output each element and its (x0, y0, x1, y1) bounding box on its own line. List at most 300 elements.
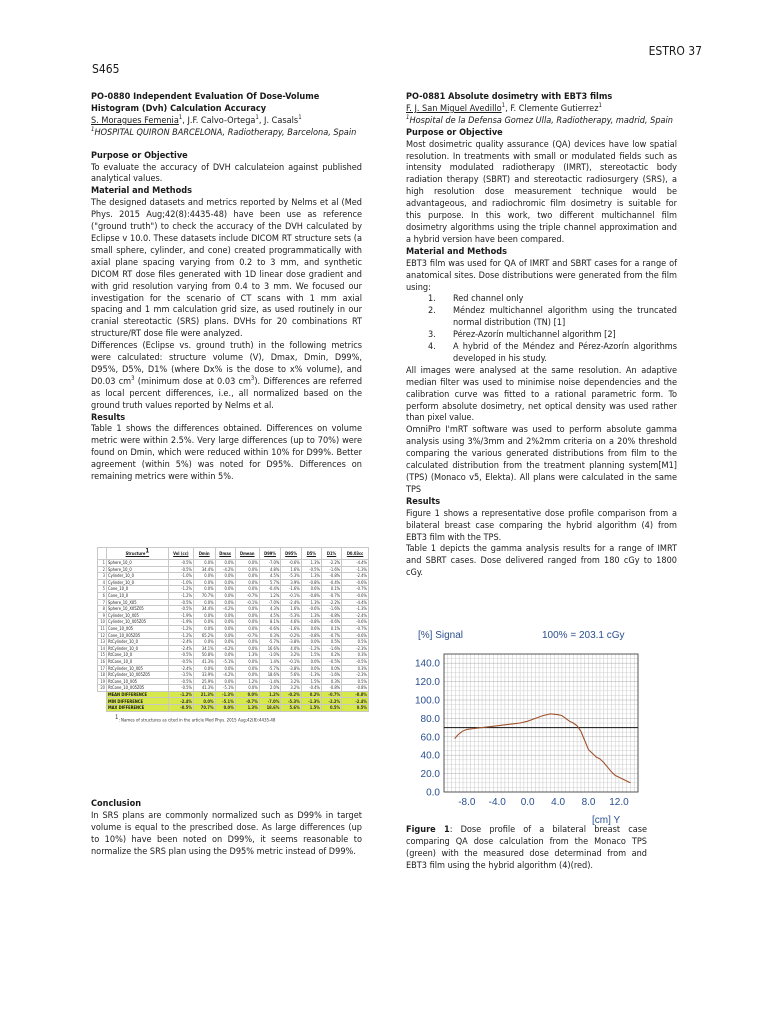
table-cell: -1.3% (215, 691, 235, 698)
table-cell: 50.8% (193, 652, 215, 659)
table-cell: -1.0% (168, 573, 193, 580)
table-cell: 0.0% (301, 665, 321, 672)
list-item: 3. Pérez-Azorín multichannel algorithm [2] (428, 330, 616, 341)
table-row (98, 560, 369, 567)
table-cell: 41.3% (193, 658, 215, 665)
section-heading: Material and Methods (91, 186, 192, 197)
table-cell: -1.6% (321, 566, 341, 573)
table-cell: -0.5% (168, 560, 193, 567)
table-header-cell: D1% (321, 548, 341, 560)
table-cell: -4.2% (215, 645, 235, 652)
table-cell: 0.0% (235, 645, 259, 652)
paragraph: EBT3 film was used for QA of IMRT and SBRT cases for a range of anatomical sites. Dose distributions were generated from the film using: (406, 258, 677, 293)
table-cell: -5.1% (215, 658, 235, 665)
table-cell: 0.0% (215, 592, 235, 599)
table-cell: -3.5% (168, 672, 193, 679)
table-cell: RtCone_10_X05Z05 (107, 685, 169, 692)
table-cell: 0.0% (215, 560, 235, 567)
table-cell: -1.9% (168, 619, 193, 626)
table-cell: 0.0% (235, 639, 259, 646)
table-cell: 1.4% (259, 658, 281, 665)
table-cell: 6 (98, 592, 107, 599)
table-cell: 18 (98, 672, 107, 679)
table-cell: 0.5% (321, 705, 341, 712)
table-cell: RtCylinder_10_X05Z05 (107, 672, 169, 679)
table-cell: 0.0% (215, 632, 235, 639)
table-cell: 5.6% (281, 705, 301, 712)
table-cell: 34.4% (193, 606, 215, 613)
table-cell: -1.6% (281, 586, 301, 593)
table-cell: -0.8% (301, 592, 321, 599)
table-cell: -0.5% (168, 566, 193, 573)
table-cell: -0.8% (321, 573, 341, 580)
table-cell: 0.0% (193, 619, 215, 626)
table-cell: 13 (98, 639, 107, 646)
table-header-cell: D0.03cc (342, 548, 369, 560)
y-tick-label: 100.0 (414, 695, 440, 707)
table-cell: Cylinder_10_0 (107, 579, 169, 586)
table-cell: 0.0% (215, 599, 235, 606)
table-row (98, 632, 369, 639)
table-cell: -7.0% (259, 599, 281, 606)
abstract-title: PO-0881 Absolute dosimetry with EBT3 films (406, 92, 613, 102)
table-cell: -1.2% (168, 691, 193, 698)
x-tick-label: 0.0 (520, 797, 535, 808)
table-cell: -0.7% (235, 698, 259, 705)
table-cell: 0.0% (235, 665, 259, 672)
table-row (98, 672, 369, 679)
section-heading: Material and Methods (406, 246, 507, 257)
author-list: S. Moragues Femenia$^1$, J.F. Calvo-Ortega$^1$, J. Casals$^1$ (91, 113, 302, 126)
table-cell: 0.6% (301, 625, 321, 632)
table-cell: Cylinder_10_X05Z05 (107, 619, 169, 626)
table-cell: 1.6% (281, 606, 301, 613)
y-tick-label: 140.0 (414, 658, 440, 670)
table-cell: 0.0% (301, 639, 321, 646)
table-cell: 0.0% (193, 625, 215, 632)
list-item: 2. Méndez multichannel algorithm using the truncated normal distribution (TN) [1] (428, 306, 677, 329)
table-cell: Sphere_10_0 (107, 566, 169, 573)
table-cell: -0.5% (168, 705, 193, 712)
section-heading: Conclusion (91, 799, 142, 809)
table-cell: -5.7% (259, 665, 281, 672)
table-cell: 1.5% (301, 678, 321, 685)
table-cell: -1.3% (342, 566, 369, 573)
table-row (98, 678, 369, 685)
table-cell: 3.2% (281, 685, 301, 692)
table-cell: 0.0% (215, 579, 235, 586)
table-footnote: $^1$: Names of structures as cited in the article Med Phys. 2015 Aug;42(8):4435-48 (115, 713, 276, 724)
table-cell: -2.4% (168, 698, 193, 705)
table-cell: 3.9% (281, 579, 301, 586)
y-tick-label: 80.0 (420, 713, 440, 725)
table-cell: -0.1% (281, 592, 301, 599)
table-cell: 41.3% (193, 685, 215, 692)
table-cell: -1.6% (321, 645, 341, 652)
table-summary-row (98, 705, 369, 712)
table-cell: 1.3% (235, 705, 259, 712)
table-cell: 65.2% (193, 632, 215, 639)
table-cell: 5.7% (259, 579, 281, 586)
paragraph: OmniPro I'mRT software was used to perform absolute gamma analysis using 3%/3mm and 2%2mm criteria on a 20% threshold comparing the various generated distributions from film to the calculated distribution from the treatment planning system[M1] (TPS) (Monaco v5, Elekta). All plans were calculated in the same TPS (406, 425, 677, 495)
table-cell: 15 (98, 652, 107, 659)
table-cell: 1.3% (301, 560, 321, 567)
table-cell: -3.8% (281, 665, 301, 672)
table-cell: 0.3% (259, 632, 281, 639)
y-tick-label: 120.0 (414, 677, 440, 689)
table-cell: 70.7% (193, 705, 215, 712)
table-cell: 4.0% (281, 645, 301, 652)
table-cell: 12 (98, 632, 107, 639)
table-cell: 0.0% (235, 625, 259, 632)
table-cell: -0.7% (321, 592, 341, 599)
table-cell: -1.9% (168, 612, 193, 619)
table-cell: 0.0% (215, 652, 235, 659)
table-cell: -0.7% (235, 592, 259, 599)
table-cell: 18.6% (259, 705, 281, 712)
table-cell: -2.4% (168, 639, 193, 646)
table-cell: 0.0% (193, 698, 215, 705)
table-cell: Cone_10_X05 (107, 625, 169, 632)
paragraph: The designed datasets and metrics reported by Nelms et al (Med Phys. 2015 Aug;42(8):4435-48) have been use as reference ("ground truth") to check the accuracy of the DVH calculated by Eclipse v 10.0. These datasets include DICOM RT structure sets (a small sphere, cylinder, and cone) created programmatically with axial plane spacing varying from 0.2 to 3 mm, and synthetic DICOM RT dose files generated with 1D linear dose gradient and with grid resolution varying from 0.4 to 3 mm. We focused our investigation for the scenario of CT scans with 1 mm axial spacing and 1 mm calculation grid size, as used routinely in our cranial stereotactic (SRS) plans. DVHs for 20 combinations RT structure/RT dose file were analyzed. (91, 198, 362, 340)
table-cell: 4.8% (259, 566, 281, 573)
table-cell: 1 (98, 560, 107, 567)
table-cell: -0.6% (342, 619, 369, 626)
table-cell: 0.0% (215, 705, 235, 712)
section-heading: Results (91, 412, 126, 423)
table-cell: Cone_10_0 (107, 586, 169, 593)
table-cell: -2.4% (168, 645, 193, 652)
table-cell: 0.0% (235, 612, 259, 619)
table-cell: 33.9% (193, 672, 215, 679)
table-row (98, 579, 369, 586)
table-cell: 3.2% (281, 652, 301, 659)
table-cell: 20 (98, 685, 107, 692)
table-cell: 0.0% (235, 573, 259, 580)
table-cell: 1.2% (259, 592, 281, 599)
results-table-figure (93, 547, 371, 783)
table-cell: 0.2% (321, 652, 341, 659)
table-header-cell: Dmean (235, 548, 259, 560)
table-header-cell: Vol (cc) (168, 548, 193, 560)
table-cell: 8 (98, 606, 107, 613)
list-item: 1. Red channel only (428, 294, 524, 305)
y-tick-label: 60.0 (420, 732, 440, 744)
table-cell: -0.5% (342, 658, 369, 665)
table-cell: -4.2% (215, 566, 235, 573)
table-cell: -0.8% (301, 579, 321, 586)
table-cell: RtCylinder_10_0 (107, 645, 169, 652)
table-cell: -0.8% (342, 685, 369, 692)
paragraph: Table 1 depicts the gamma analysis results for a range of IMRT and SBRT cases. Dose delivered ranged from 180 cGy to 1800 cGy. (406, 544, 677, 579)
table-cell: -2.4% (168, 665, 193, 672)
table-cell: 0.0% (235, 566, 259, 573)
x-tick-label: 8.0 (581, 797, 596, 808)
table-row (98, 658, 369, 665)
table-cell: -1.6% (281, 625, 301, 632)
table-cell: 4.6% (281, 619, 301, 626)
table-cell: Cone_10_X05Z05 (107, 632, 169, 639)
table-cell: RtCylinder_10_X05 (107, 665, 169, 672)
table-cell: -5.7% (259, 639, 281, 646)
table-header-cell: D5% (301, 548, 321, 560)
table-cell: Cone_10_0 (107, 592, 169, 599)
table-cell: RtCone_10_X05 (107, 678, 169, 685)
table-header-cell: D99% (259, 548, 281, 560)
table-cell: Sphere_10_0 (107, 560, 169, 567)
table-cell: 1.2% (235, 678, 259, 685)
table-cell: -0.2% (281, 691, 301, 698)
table-cell: 0.0% (215, 612, 235, 619)
table-cell: -0.5% (168, 685, 193, 692)
table-cell: RtCylinder_10_0 (107, 639, 169, 646)
table-cell: -2.2% (321, 560, 341, 567)
table-cell: Cylinder_10_X05 (107, 612, 169, 619)
x-tick-label: 4.0 (551, 797, 566, 808)
table-cell: 0.0% (193, 579, 215, 586)
table-cell: -0.5% (168, 652, 193, 659)
table-cell: -0.1% (235, 599, 259, 606)
table-cell: 0.5% (342, 678, 369, 685)
table-cell: 4.5% (259, 612, 281, 619)
table-cell: Sphere_10_X05 (107, 599, 169, 606)
paragraph: To evaluate the accuracy of DVH calculateion against published analytical values. (91, 162, 362, 185)
table-row (98, 639, 369, 646)
table-cell: -2.3% (342, 645, 369, 652)
list-item: 4. A hybrid of the Méndez and Pérez-Azorín algorithms developed in his study. (428, 342, 677, 364)
chart-header-annotation: 100% = 203.1 cGy (542, 630, 625, 641)
table-cell: 0.0% (215, 665, 235, 672)
table-cell: 25.9% (193, 678, 215, 685)
y-axis-ticks (415, 659, 440, 799)
table-cell: 16 (98, 658, 107, 665)
table-cell: -0.6% (321, 619, 341, 626)
table-cell: 0.5% (342, 639, 369, 646)
table-cell: -0.6% (342, 632, 369, 639)
table-cell: -0.8% (321, 612, 341, 619)
table-cell: -4.2% (215, 606, 235, 613)
section-heading: Purpose or Objective (91, 150, 188, 161)
table-cell: 0.0% (235, 672, 259, 679)
table-cell: 0.0% (193, 639, 215, 646)
table-row (98, 599, 369, 606)
table-cell: 17 (98, 665, 107, 672)
table-cell: -4.4% (342, 599, 369, 606)
table-cell: -1.4% (259, 678, 281, 685)
table-cell: -0.4% (321, 579, 341, 586)
table-cell: 0.1% (321, 625, 341, 632)
table-cell: 0.0% (215, 586, 235, 593)
table-cell: -0.7% (342, 586, 369, 593)
table-cell: 0.3% (342, 652, 369, 659)
table-cell: 0.0% (235, 658, 259, 665)
table-row (98, 665, 369, 672)
table-cell: 0.0% (301, 658, 321, 665)
table-cell: -1.2% (168, 586, 193, 593)
table-header-cell: Structure$^1$ (107, 548, 169, 560)
table-cell: 0.0% (235, 685, 259, 692)
paragraph: Figure 1 shows a representative dose profile comparison from a bilateral breast case comparing the hybrid algorithm (4) from EBT3 film with the TPS. (406, 508, 677, 543)
table-row (98, 652, 369, 659)
paragraph: In SRS plans are commonly normalized such as D99% in target volume is equal to the prescribed dose. As large differences (up to 10%) have been noted on D99%, it seems reasonable to normalize the SRS plan using the D95% metric instead of D99%. (91, 810, 362, 857)
table-cell: 0.0% (235, 606, 259, 613)
table-cell: -2.4% (342, 612, 369, 619)
table-cell: -1.3% (301, 672, 321, 679)
table-cell: -0.6% (342, 579, 369, 586)
paragraph: Differences (Eclipse vs. ground truth) in the following metrics were calculated: structure volume (V), Dmax, Dmin, D99%, D95%, D5%, D1% (where Dx% is the dose to x% volume), and D0.03 $cm^3$ (minimum dose at 0.03 $cm^3$). Differences are referred as local percent differences, i.e., all normalized based on the ground truth values reported by Nelms et al. (91, 341, 363, 411)
table-cell: 1.3% (301, 599, 321, 606)
dose-profile-chart (406, 624, 650, 826)
table-row (98, 573, 369, 580)
table-cell: 1.2% (259, 691, 281, 698)
figure-caption: Figure 1: Dose profile of a bilateral breast case comparing QA dose calculation from the Monaco TPS (green) with the measured dose determinad from and EBT3 film using the hybrid algorithm (4)(red). (406, 825, 648, 871)
table-cell: 0.6% (301, 586, 321, 593)
table-cell: 0.0% (193, 612, 215, 619)
table-cell: -0.6% (301, 606, 321, 613)
table-cell: -0.7% (321, 691, 341, 698)
table-cell: 5 (98, 586, 107, 593)
y-tick-label: 20.0 (420, 769, 440, 781)
table-header-row (98, 548, 369, 560)
table-cell: -0.8% (301, 619, 321, 626)
table-cell (98, 698, 107, 705)
table-cell: -0.5% (168, 658, 193, 665)
chart-grid (444, 654, 638, 792)
table-cell: RtCone_10_0 (107, 658, 169, 665)
table-header-cell (98, 548, 107, 560)
table-cell: -3.8% (281, 639, 301, 646)
table-cell: -7.0% (259, 560, 281, 567)
table-row (98, 645, 369, 652)
table-cell: 4 (98, 579, 107, 586)
table-cell: -2.2% (321, 698, 341, 705)
section-heading: Purpose or Objective (406, 127, 503, 138)
table-cell: -0.8% (342, 691, 369, 698)
author-list: F. J. San Miguel Avedillo$^1$, F. Clemente Gutierrez$^1$ (406, 101, 602, 114)
table-cell (98, 691, 107, 698)
table-cell: 0.3% (342, 665, 369, 672)
paragraph: Table 1 shows the differences obtained. Differences on volume metric were within 2.5%. Very large differences (up to 70%) were found on Dmin, which were reduced within 10% for D99%. Better agreement (within 5%) was noted for D95%. Differences on remaining metrics were within 5%. (91, 424, 362, 483)
table-cell: 1.5% (301, 705, 321, 712)
table-cell: 4.3% (259, 606, 281, 613)
table-cell: -0.7% (321, 632, 341, 639)
table-row (98, 566, 369, 573)
table-cell: -1.6% (321, 606, 341, 613)
methods-list (406, 294, 677, 365)
table-cell: 0.0% (193, 586, 215, 593)
table-summary-row (98, 691, 369, 698)
table-cell: 0.0% (235, 560, 259, 567)
table-cell: -1.0% (168, 579, 193, 586)
table-row (98, 619, 369, 626)
table-cell: 2.0% (259, 685, 281, 692)
table-cell: -0.5% (168, 599, 193, 606)
table-cell: -0.5% (301, 566, 321, 573)
table-cell: 1.5% (301, 652, 321, 659)
table-cell: 0.0% (193, 573, 215, 580)
table-cell: 0.0% (215, 573, 235, 580)
table-cell: -0.4% (259, 586, 281, 593)
x-tick-label: 12.0 (609, 797, 629, 808)
table-cell: 0.0% (235, 586, 259, 593)
table-row (98, 586, 369, 593)
abstract-title: PO-0880 Independent Evaluation Of Dose-Volume Histogram (Dvh) Calculation Accuracy (91, 92, 320, 114)
table-cell: 0.0% (193, 599, 215, 606)
table-cell: 0.2% (301, 691, 321, 698)
left-column (91, 92, 362, 484)
table-cell: 8.1% (259, 619, 281, 626)
film-dose-series-line (455, 714, 631, 783)
table-cell: -5.1% (215, 698, 235, 705)
table-cell: -0.7% (342, 625, 369, 632)
table-cell: 7 (98, 599, 107, 606)
table-cell: -1.2% (301, 645, 321, 652)
table-cell: 0.0% (235, 691, 259, 698)
table-cell: 0.0% (193, 560, 215, 567)
table-cell: -5.3% (281, 573, 301, 580)
table-cell: -0.6% (281, 560, 301, 567)
author-name: S. Moragues Femenia (91, 115, 179, 126)
table-cell: 70.7% (193, 592, 215, 599)
x-tick-label: -8.0 (458, 797, 476, 808)
table-cell: 0.5% (321, 639, 341, 646)
author-name: J. Casals (264, 115, 299, 126)
table-cell: -5.1% (215, 685, 235, 692)
table-cell: -7.0% (259, 698, 281, 705)
table-cell: -0.5% (168, 606, 193, 613)
table-cell: 34.4% (193, 566, 215, 573)
x-axis-ticks (458, 797, 629, 808)
table-cell: -4.4% (342, 560, 369, 567)
paragraph: All images were analysed at the same resolution. An adaptive median filter was used to minimise noise dependencies and the calibration curve was fitted to a rational parametric form. To perform absolute dosimetry, net optical density was used rather than pixel value. (406, 365, 677, 424)
table-cell: -0.4% (301, 685, 321, 692)
table-row (98, 625, 369, 632)
table-cell: 16.6% (259, 645, 281, 652)
table-cell: 9 (98, 612, 107, 619)
table-cell: -2.4% (342, 698, 369, 705)
table-header-cell: Dmin (193, 548, 215, 560)
x-axis-label: [cm] Y (592, 815, 621, 826)
table-cell: 0.0% (215, 678, 235, 685)
table-row (98, 592, 369, 599)
author-name: J.F. Calvo-Ortega (187, 115, 256, 126)
table-cell: -5.3% (281, 698, 301, 705)
affiliation: $^1$Hospital de la Defensa Gomez Ulla, Radiotherapy, madrid, Spain (406, 113, 673, 126)
table-cell: 1.6% (281, 566, 301, 573)
table-cell: -0.2% (281, 632, 301, 639)
table-row (98, 606, 369, 613)
table-cell: 0.0% (193, 665, 215, 672)
left-conclusion (91, 799, 362, 859)
table-cell: 19 (98, 678, 107, 685)
table-cell: 3.2% (281, 678, 301, 685)
table-cell: 34.1% (193, 645, 215, 652)
table-cell: 21.3% (193, 691, 215, 698)
table-row (98, 612, 369, 619)
table-summary-row (98, 698, 369, 705)
table-cell: -1.6% (321, 672, 341, 679)
section-heading: Results (406, 496, 441, 507)
table-cell: -1.2% (168, 625, 193, 632)
table-header-cell: D95% (281, 548, 301, 560)
y-tick-label: 40.0 (420, 750, 440, 762)
table-cell: RtCone_10_0 (107, 652, 169, 659)
table-cell: 1.3% (301, 612, 321, 619)
author-name: F. J. San Miguel Avedillo (406, 103, 502, 114)
table-cell: MAX DIFFERENCE (107, 705, 169, 712)
table-cell: 3 (98, 573, 107, 580)
table-cell: -0.6% (259, 625, 281, 632)
